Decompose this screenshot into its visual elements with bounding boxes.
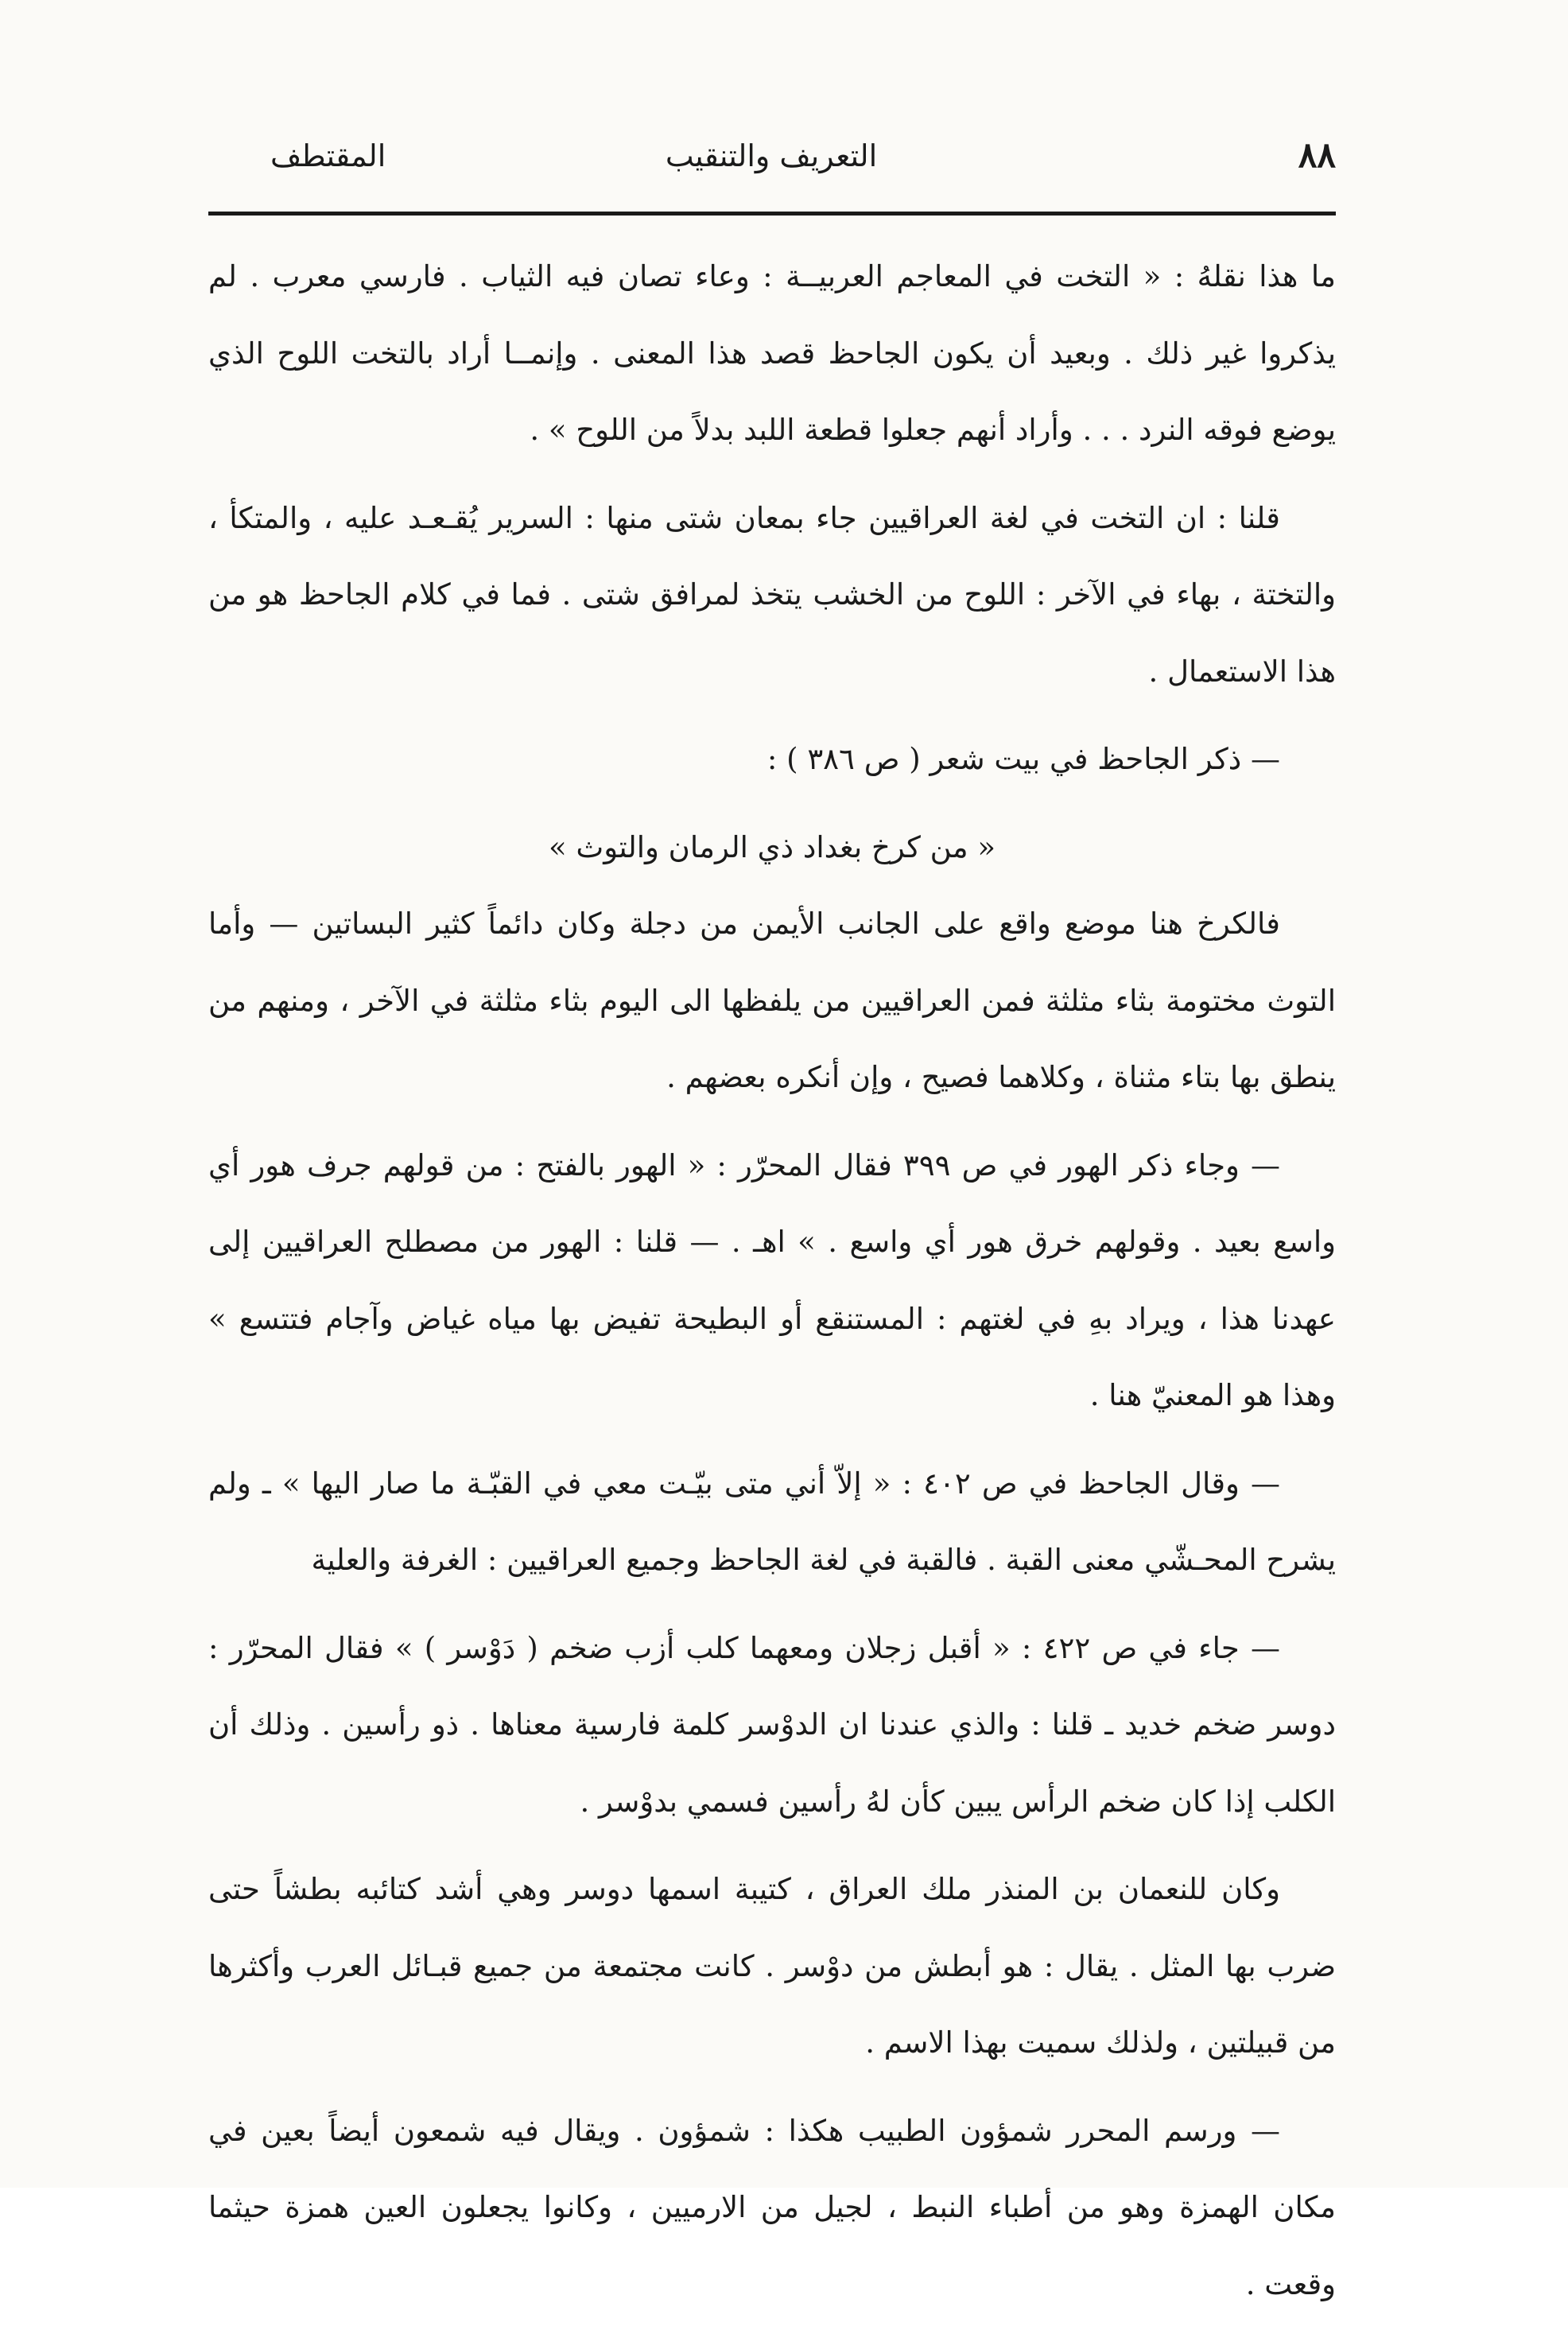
paragraph: ما هذا نقلهُ : « التخت في المعاجم العربيــة : وعاء تصان فيه الثياب . فارسي معرب . لم يذكروا غير ذلك . وبعيد أن يكون الجاحظ قصد هذا المعنى . وإنمــا أراد بالتخت اللوح الذي يوضع فوقه النرد . . . وأراد أنهم جعلوا قطعة اللبد بدلاً من اللوح » . — [208, 259, 1336, 447]
body-text — [208, 239, 1336, 2334]
paragraph: فالكرخ هنا موضع واقع على الجانب الأيمن من دجلة وكان دائماً كثير البساتين — وأما التوث مختومة بثاء مثلثة فمن العراقيين من يلفظها الى اليوم بثاء مثلثة في الآخر ، ومنهم من ينطق بها بتاء مثناة ، وكلاهما فصيح ، وإن أنكره بعضهم . — [208, 907, 1336, 1094]
header-rule — [208, 212, 1336, 216]
paragraph: — ورسم المحرر شمؤون الطبيب هكذا : شمؤون . ويقال فيه شمعون أيضاً بعين في مكان الهمزة وهو من أطباء النبط ، لجيل من الارميين ، وكانوا يجعلون العين همزة حيثما وقعت . — [208, 2113, 1336, 2301]
paragraph: — جاء في ص ٤٢٢ : « أقبل زجلان ومعهما كلب أزب ضخم ( دَوْسر ) » فقال المحرّر : دوسر ضخم خديد ـ قلنا : والذي عندنا ان الدوْسر كلمة فارسية معناها . ذو رأسين . وذلك أن الكلب إذا كان ضخم الرأس يبين كأن لهُ رأسين فسمي بدوْسر . — [208, 1630, 1336, 1819]
journal-title: المقتطف — [270, 138, 386, 173]
article-title: التعريف والتنقيب — [665, 138, 878, 173]
paragraph: — وجاء ذكر الهور في ص ٣٩٩ فقال المحرّر : « الهور بالفتح : من قولهم جرف هور أي واسع بعيد . وقولهم خرق هور أي واسع . » اهـ . — قلنا : الهور من مصطلح العراقيين إلى عهدنا هذا ، ويراد بهِ في لغتهم : المستنقع أو البطيحة تفيض بها مياه غياض وآجام فتتسع » وهذا هو المعنيّ هنا . — [208, 1148, 1336, 1412]
paragraph: — وقال الجاحظ في ص ٤٠٢ : « إلاّ أني متى بيّـت معي في القبّـة ما صار اليها » ـ ولم يشرح المحـشّي معنى القبة . فالقبة في لغة الجاحظ وجميع العراقيين : الغرفة والعلية — [208, 1466, 1336, 1577]
paragraph: — ذكر الجاحظ في بيت شعر ( ص ٣٨٦ ) : — [767, 742, 1280, 776]
verse-quote: « من كرخ بغداد ذي الرمان والتوث » — [548, 829, 996, 864]
paragraph: وكان للنعمان بن المنذر ملك العراق ، كتيبة اسمها دوسر وهي أشد كتائبه بطشاً حتى ضرب بها المثل . يقال : هو أبطش من دوْسر . كانت مجتمعة من جميع قبـائل العرب وأكثرها من قبيلتين ، ولذلك سميت بهذا الاسم . — [208, 1872, 1336, 2060]
paragraph: قلنا : ان التخت في لغة العراقيين جاء بمعان شتى منها : السرير يُقـعـد عليه ، والمتكأ ، والتختة ، بهاء في الآخر : اللوح من الخشب يتخذ لمرافق شتى . فما في كلام الجاحظ هو من هذا الاستعمال . — [208, 500, 1336, 689]
running-header — [207, 135, 1336, 199]
page-number: ٨٨ — [1298, 135, 1336, 176]
